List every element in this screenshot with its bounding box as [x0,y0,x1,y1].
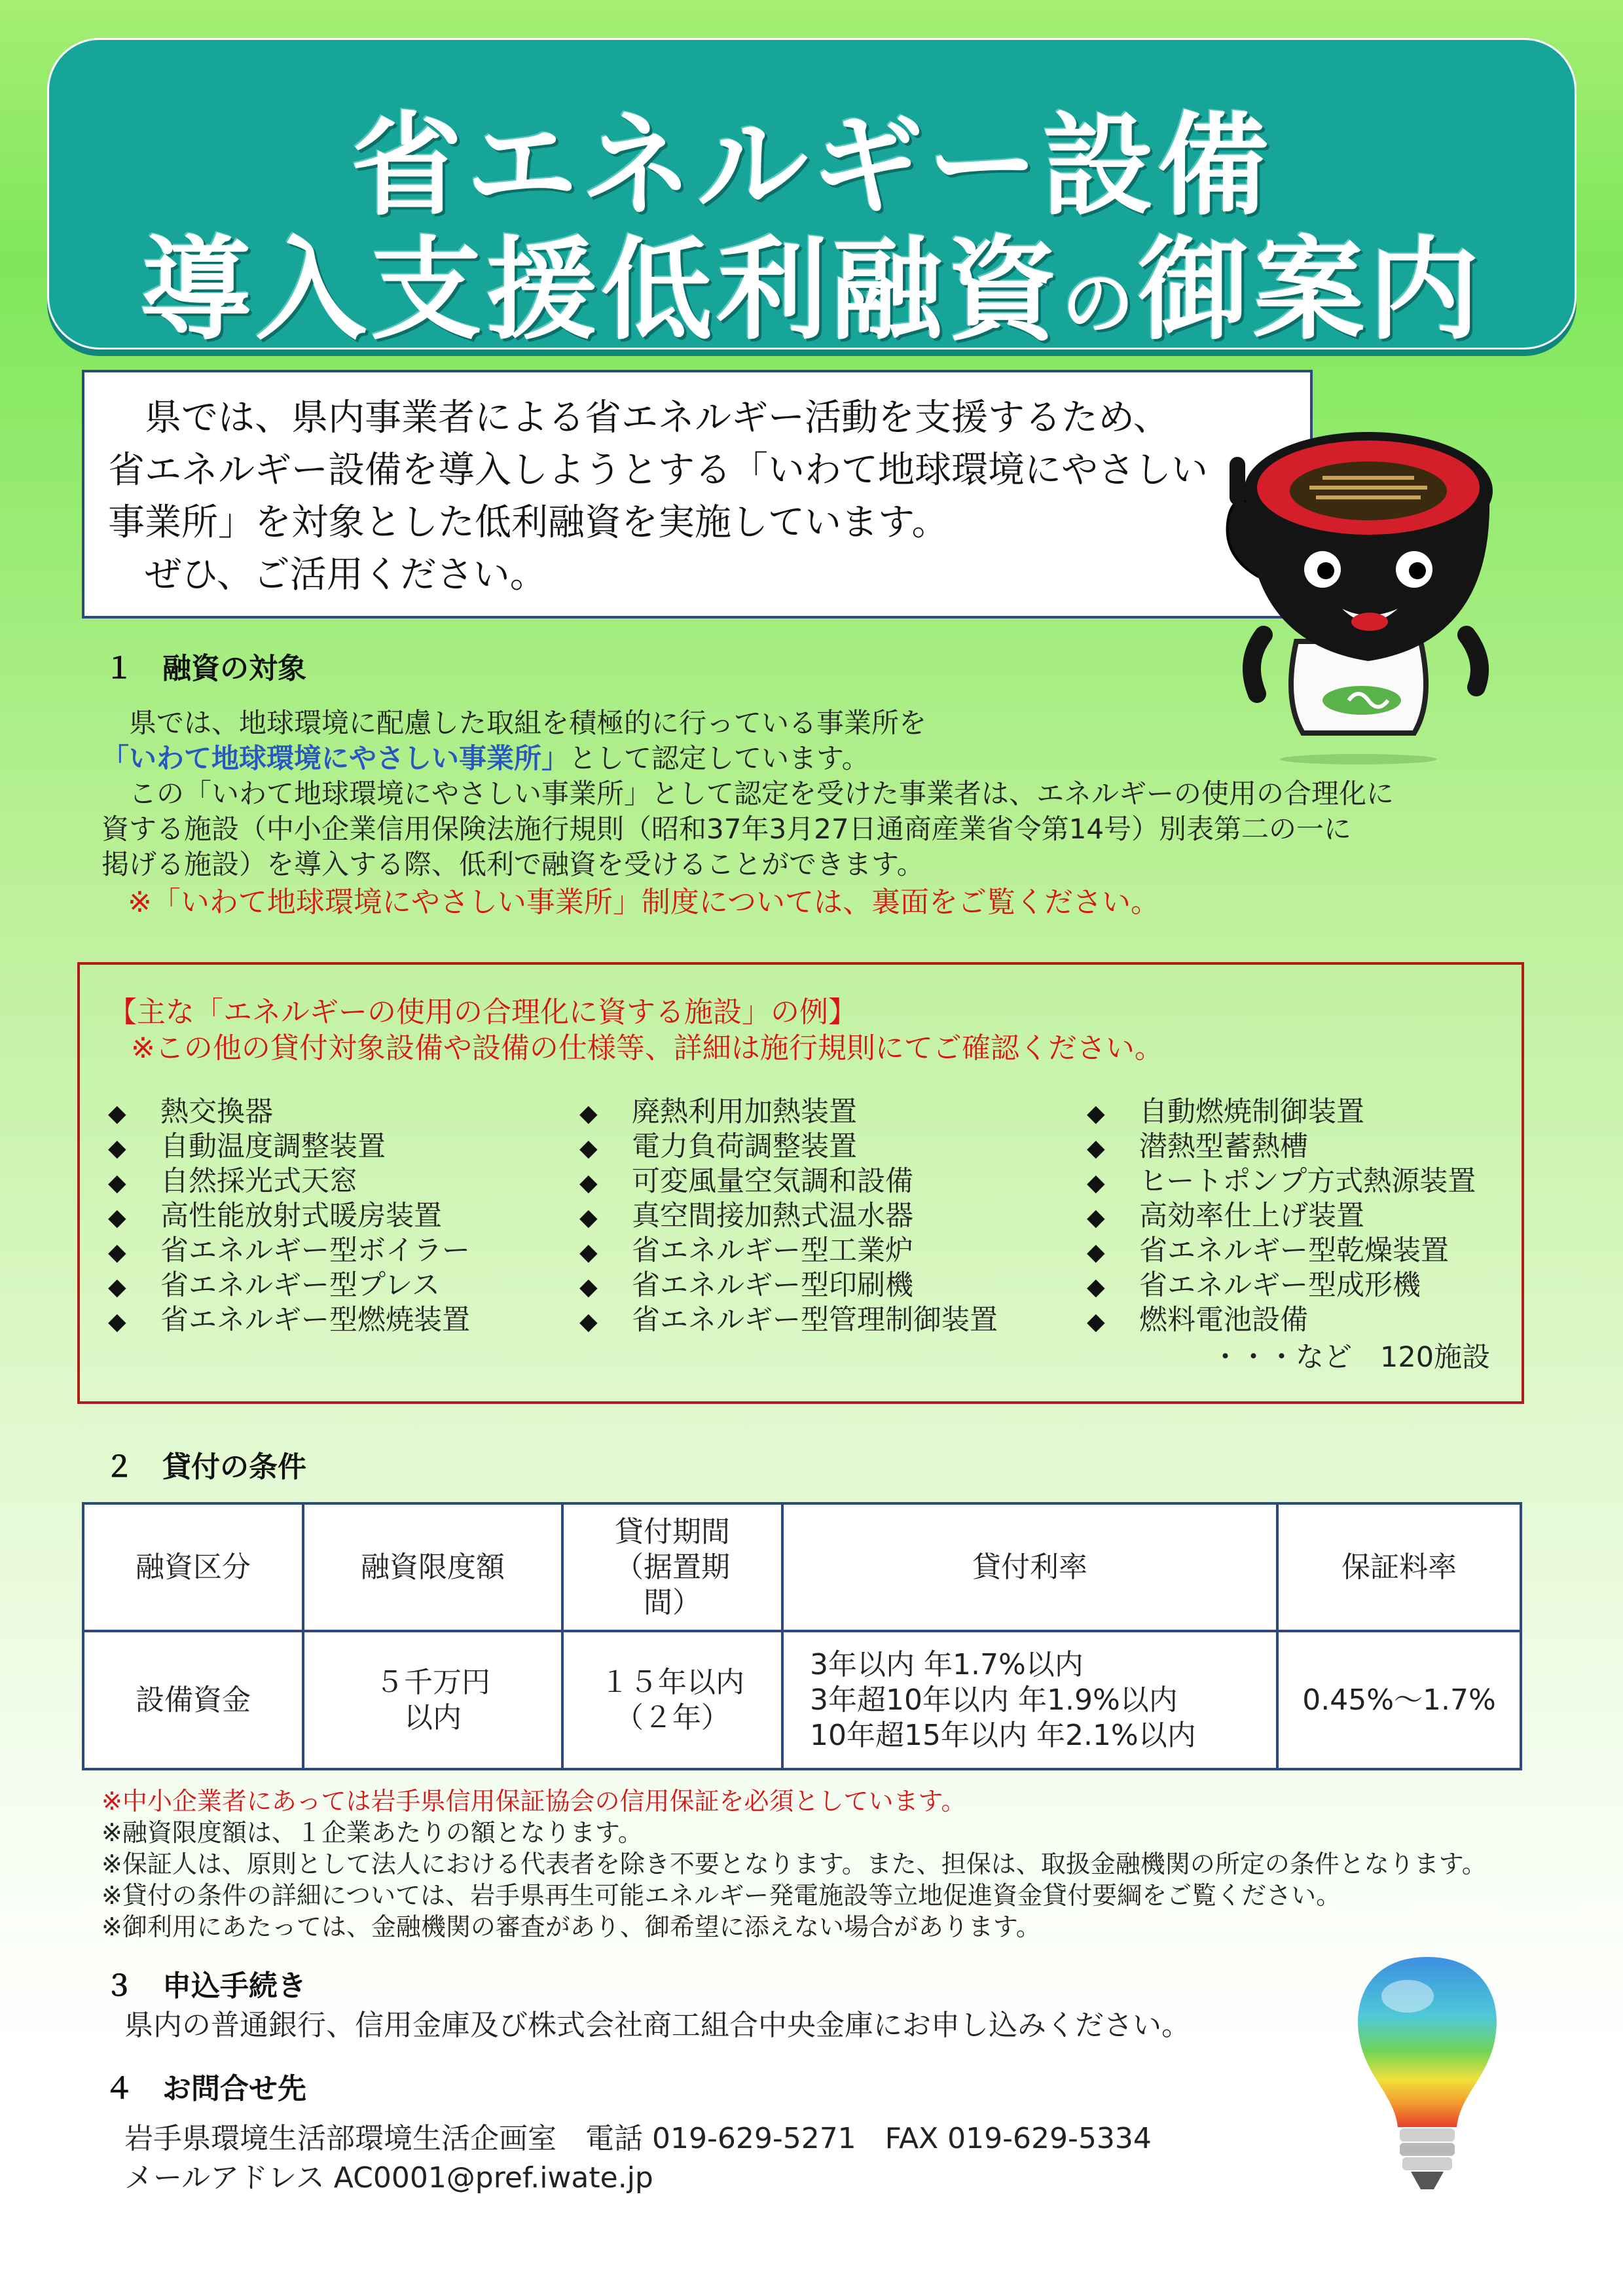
diamond-bullet-icon: ◆ [579,1135,598,1162]
facility-item: ◆ 省エネルギー型印刷機 [579,1269,913,1302]
intro-line: ぜひ、ご活用ください。 [108,554,547,596]
cell-period: １５年以内 （２年） [562,1631,782,1769]
lightbulb-icon [1342,1950,1512,2206]
facility-item: ◆ 可変風量空気調和設備 [579,1165,913,1198]
conditions-notes [101,1785,1487,1943]
facility-item: ◆ 省エネルギー型成形機 [1087,1269,1421,1302]
certified-office-name: 「いわて地球環境にやさしい事業所」 [101,742,570,774]
title-line-2-particle: の [1062,262,1138,346]
title-line-2 [49,200,1575,361]
diamond-bullet-icon: ◆ [1087,1135,1105,1162]
table-header-row [83,1503,1521,1631]
diamond-bullet-icon: ◆ [1087,1239,1105,1266]
diamond-bullet-icon: ◆ [579,1308,598,1335]
section-1-line: 掲げる施設）を導入する際、低利で融資を受けることができます。 [101,848,924,880]
note-line: ※融資限度額は、１企業あたりの額となります。 [101,1818,643,1847]
diamond-bullet-icon: ◆ [108,1170,126,1196]
facility-item: ◆ 高性能放射式暖房装置 [108,1200,442,1232]
header-category: 融資区分 [83,1503,303,1631]
header-rate: 貸付利率 [782,1503,1277,1631]
title-banner [47,38,1577,355]
facility-item: ◆ 省エネルギー型乾燥装置 [1087,1234,1449,1267]
intro-box [82,370,1313,619]
title-line-2-main: 導入支援低利融資 [139,226,1062,355]
diamond-bullet-icon: ◆ [108,1135,126,1162]
section-4-heading: ４ お問合せ先 [105,2072,306,2106]
cell-rate: 3年以内 年1.7%以内 3年超10年以内 年1.9%以内 10年超15年以内 年2.1%以内 [782,1631,1277,1769]
diamond-bullet-icon: ◆ [579,1239,598,1266]
note-line: ※御利用にあたっては、金融機関の審査があり、御希望に添えない場合があります。 [101,1912,1041,1941]
note-line: ※中小企業者にあっては岩手県信用保証協会の信用保証を必須としています。 [101,1787,966,1816]
diamond-bullet-icon: ◆ [579,1100,598,1127]
facility-item: ◆ 省エネルギー型燃焼装置 [108,1304,470,1336]
section-2-heading: ２ 貸付の条件 [105,1450,306,1484]
section-1-line [101,741,1489,776]
section-1-line: 県では、地球環境に配慮した取組を積極的に行っている事業所を [101,707,927,739]
facility-item: ◆ 潜熱型蓄熱槽 [1087,1130,1308,1163]
diamond-bullet-icon: ◆ [108,1308,126,1335]
section-1-heading: １ 融資の対象 [105,652,306,685]
title-line-2-tail: 御案内 [1138,226,1484,355]
diamond-bullet-icon: ◆ [579,1274,598,1300]
diamond-bullet-icon: ◆ [1087,1170,1105,1196]
loan-conditions-table [82,1502,1522,1770]
header-guarantee: 保証料率 [1277,1503,1521,1631]
contact-info [124,2119,1512,2198]
diamond-bullet-icon: ◆ [1087,1100,1105,1127]
diamond-bullet-icon: ◆ [108,1274,126,1300]
facility-count: ・・・など 120施設 [1211,1341,1491,1374]
facility-item: ◆ 自動温度調整装置 [108,1130,386,1163]
facility-subheading: ※この他の貸付対象設備や設備の仕様等、詳細は施行規則にてご確認ください。 [131,1031,1163,1065]
title-line-1: 省エネルギー設備 [350,101,1273,231]
facility-item: ◆ 省エネルギー型プレス [108,1269,440,1302]
section-1-note: ※「いわて地球環境にやさしい事業所」制度については、裏面をご覧ください。 [128,886,1159,919]
cell-category: 設備資金 [83,1631,303,1769]
section-1-line: この「いわて地球環境にやさしい事業所」として認定を受けた事業者は、エネルギーの使用の合理化に [101,778,1395,810]
table-row [83,1631,1521,1769]
facility-item: ◆ 自然採光式天窓 [108,1165,357,1198]
diamond-bullet-icon: ◆ [108,1239,126,1266]
facility-item: ◆ 省エネルギー型管理制御装置 [579,1304,998,1336]
facility-item: ◆ 熱交換器 [108,1096,273,1128]
facility-item: ◆ 省エネルギー型ボイラー [108,1234,470,1267]
diamond-bullet-icon: ◆ [108,1204,126,1231]
facility-heading: 【主な「エネルギーの使用の合理化に資する施設」の例】 [108,996,857,1029]
note-line: ※貸付の条件の詳細については、岩手県再生可能エネルギー発電施設等立地促進資金貸付要綱をご覧ください。 [101,1881,1341,1910]
cell-guarantee: 0.45%～1.7% [1277,1631,1521,1769]
diamond-bullet-icon: ◆ [1087,1308,1105,1335]
diamond-bullet-icon: ◆ [1087,1274,1105,1300]
diamond-bullet-icon: ◆ [108,1100,126,1127]
intro-line: 事業所」を対象とした低利融資を実施しています。 [108,501,949,544]
section-3-heading: ３ 申込手続き [105,1969,306,2003]
facility-item: ◆ ヒートポンプ方式熱源装置 [1087,1165,1476,1198]
facility-item: ◆ 高効率仕上げ装置 [1087,1200,1364,1232]
facility-item: ◆ 真空間接加熱式温水器 [579,1200,913,1232]
section-1-line-rest: として認定しています。 [569,742,869,774]
section-1-body [101,706,1489,882]
cell-limit: ５千万円 以内 [303,1631,562,1769]
facility-item: ◆ 省エネルギー型工業炉 [579,1234,913,1267]
contact-line: 岩手県環境生活部環境生活企画室 電話 019-629-5271 FAX 019-629-5334 [124,2122,1152,2155]
section-1-line: 資する施設（中小企業信用保険法施行規則（昭和37年3月27日通商産業省令第14号）別表第二の一に [101,813,1352,845]
header-limit: 融資限度額 [303,1503,562,1631]
facility-item: ◆ 自動燃焼制御装置 [1087,1096,1364,1128]
note-line: ※保証人は、原則として法人における代表者を除き不要となります。また、担保は、取扱金融機関の所定の条件となります。 [101,1850,1487,1878]
intro-line: 県では、県内事業者による省エネルギー活動を支援するため、 [108,397,1170,439]
facility-item: ◆ 電力負荷調整装置 [579,1130,857,1163]
intro-line: 省エネルギー設備を導入しようとする「いわて地球環境にやさしい [108,449,1208,492]
header-period: 貸付期間 （据置期 間） [562,1503,782,1631]
section-3-text: 県内の普通銀行、信用金庫及び株式会社商工組合中央金庫にお申し込みください。 [124,2009,1190,2042]
facility-item: ◆ 廃熱利用加熱装置 [579,1096,857,1128]
diamond-bullet-icon: ◆ [579,1204,598,1231]
diamond-bullet-icon: ◆ [1087,1204,1105,1231]
diamond-bullet-icon: ◆ [579,1170,598,1196]
contact-email: メールアドレス AC0001@pref.iwate.jp [124,2161,653,2195]
facility-item: ◆ 燃料電池設備 [1087,1304,1308,1336]
